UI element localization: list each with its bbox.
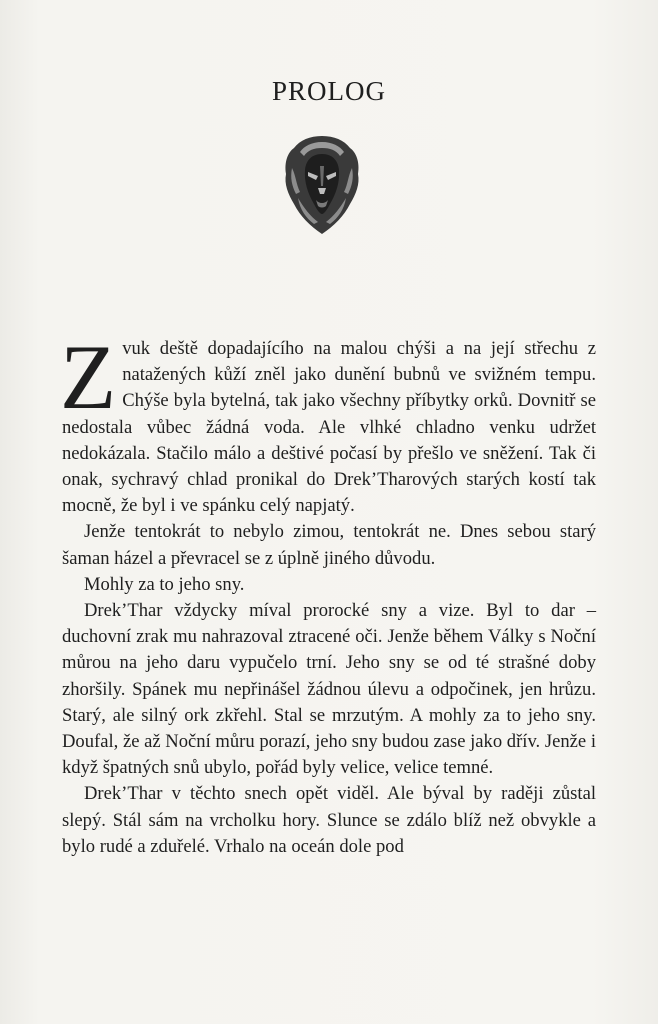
drop-cap: Z (60, 326, 117, 428)
paragraph-2: Jenže tentokrát to nebylo zimou, tentokrát ne. Dnes sebou starý šaman házel a převracel se z úplně jiného důvodu. (62, 521, 596, 569)
lion-head-emblem-icon (282, 132, 362, 236)
paragraph-4: Drek’Thar vždycky míval prorocké sny a vize. Byl to dar – duchovní zrak mu nahrazoval ztracené oči. Jenže během Války s Noční můrou na jeho daru vypučelo trní. Jeho sny se od té strašné doby zhoršily. Spánek mu nepřinášel žádnou úlevu a odpočinek, jen hrůzu. Starý, ale silný ork zkřehl. Stal se mrzutým. A mohly za to jeho sny. Doufal, že až Noční můru porazí, jeho sny budou zase jako dřív. Jenže i když špatných snů ubylo, pořád byly velice, velice temné. (62, 600, 596, 779)
chapter-title: PROLOG (271, 76, 386, 106)
paragraph-1 (60, 326, 596, 519)
body-text (60, 326, 596, 860)
paragraph-3: Mohly za to jeho sny. (84, 573, 245, 595)
paragraph-5: Drek’Thar v těchto snech opět viděl. Ale býval by raději zůstal slepý. Stál sám na vrcholku hory. Slunce se zdálo blíž než obvykle a bylo rudé a zduřelé. Vrhalo na oceán dole pod (62, 783, 596, 857)
paragraph-1-text: vuk deště dopadajícího na malou chýši a na její střechu z natažených kůží zněl jako dunění bubnů ve svižném tempu. Chýše byla bytelná, tak jako všechny příbytky orků. Dovnitř se nedostala vůbec žádná voda. Ale vlhké chladno venku udržet nedokázala. Stačilo málo a deštivé počasí by přešlo ve sněžení. Tak či onak, sychravý chlad pronikal do Drek’Tharových starých kostí tak mocně, že byl i ve spánku celý napjatý. (62, 338, 596, 517)
